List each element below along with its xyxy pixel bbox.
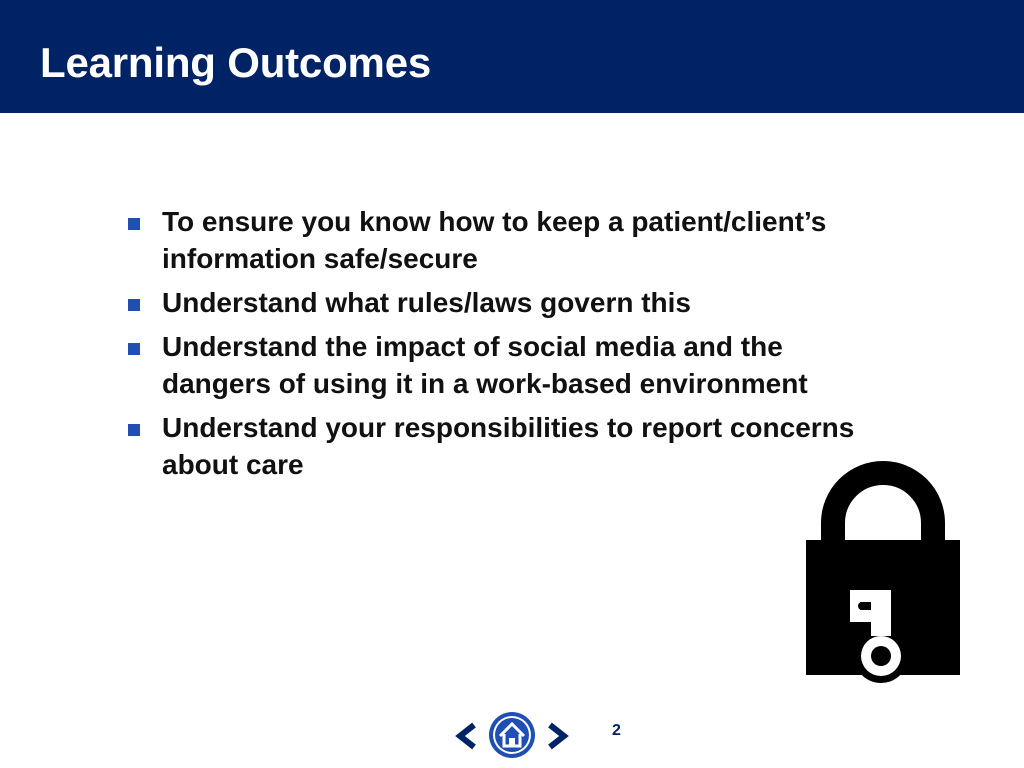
chevron-left-icon[interactable] xyxy=(452,721,482,751)
list-item xyxy=(126,409,866,483)
bullet-text: Understand what rules/laws govern this xyxy=(162,287,692,318)
list-item xyxy=(126,203,866,277)
bullet-marker xyxy=(128,299,140,311)
bullet-text: Understand your responsibilities to report concerns about care xyxy=(162,412,855,480)
bullet-marker xyxy=(128,343,140,355)
slide-navigation xyxy=(452,711,572,761)
padlock-with-key-icon xyxy=(806,448,960,692)
bullet-text: Understand the impact of social media and the dangers of using it in a work-based environment xyxy=(162,331,808,399)
bullet-text: To ensure you know how to keep a patient/client’s information safe/secure xyxy=(162,206,827,274)
chevron-right-icon[interactable] xyxy=(542,721,572,751)
list-item xyxy=(126,284,866,321)
list-item xyxy=(126,328,866,402)
page-title: Learning Outcomes xyxy=(40,39,432,86)
learning-outcomes-list xyxy=(126,203,866,490)
bullet-marker xyxy=(128,424,140,436)
title-bar xyxy=(0,0,1024,113)
bullet-marker xyxy=(128,218,140,230)
home-icon[interactable] xyxy=(488,711,536,759)
page-number: 2 xyxy=(612,722,621,739)
